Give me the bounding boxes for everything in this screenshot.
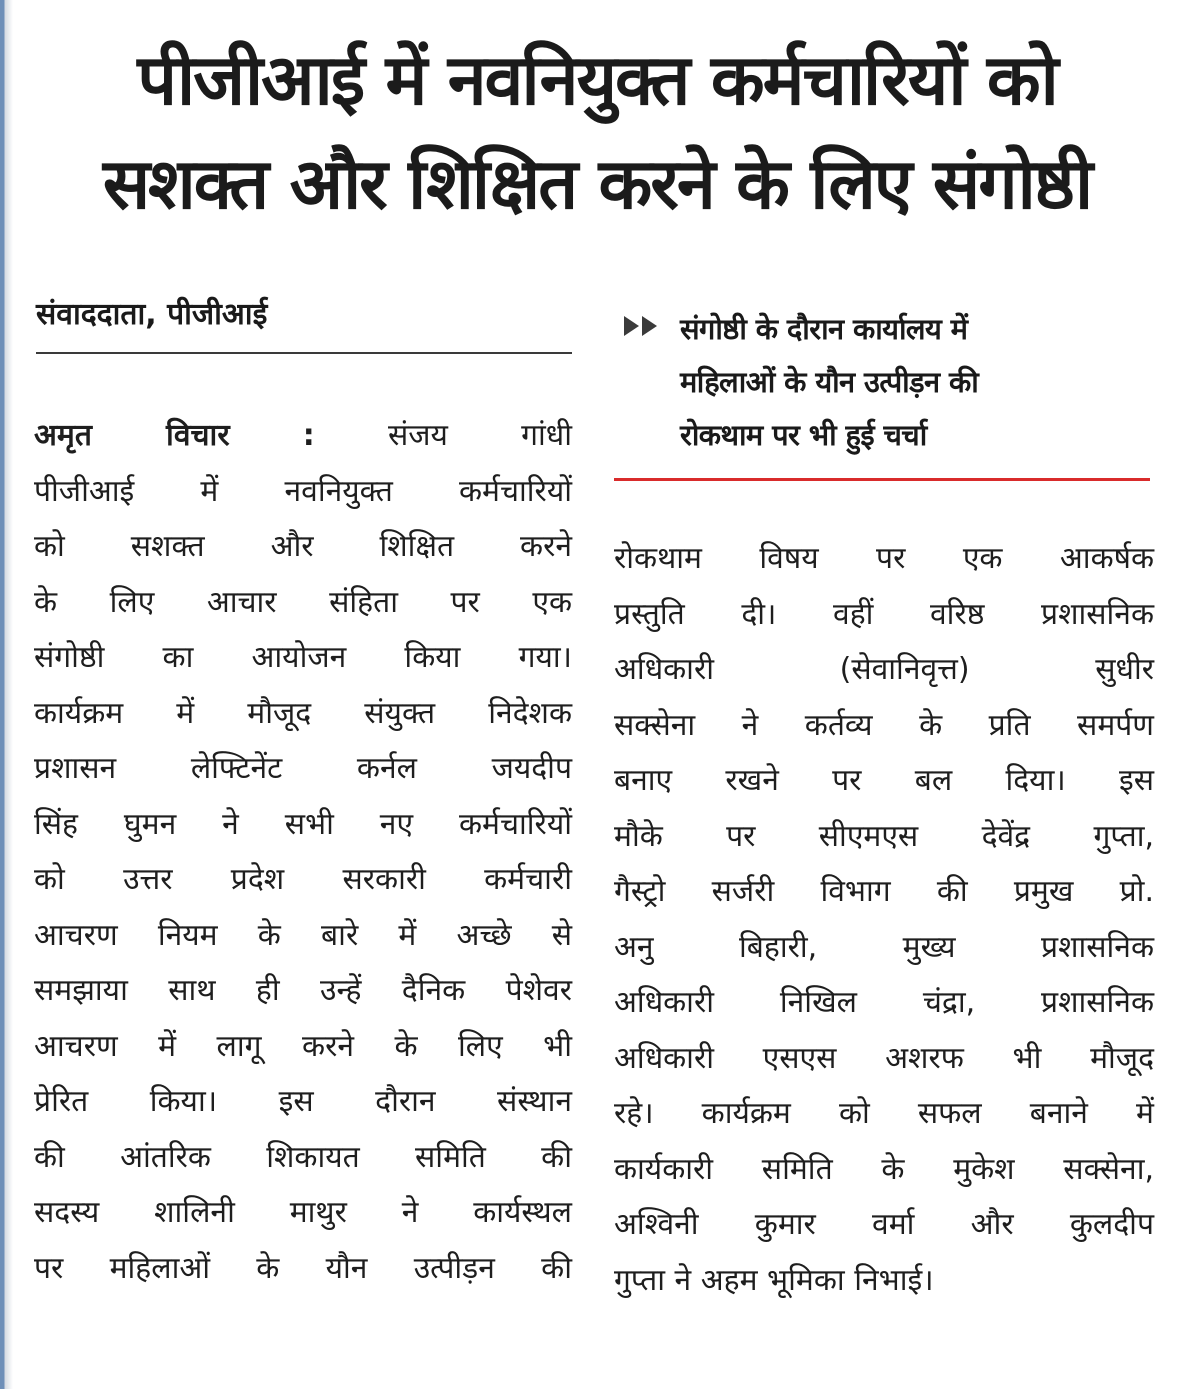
page-edge-shadow xyxy=(0,0,14,1389)
article-line: कार्यक्रम में मौजूद संयुक्त निदेशक xyxy=(34,695,572,731)
highlight-line: महिलाओं के यौन उत्पीड़न की xyxy=(680,365,979,399)
article-line: बनाए रखने पर बल दिया। इस xyxy=(614,763,1154,798)
byline-divider xyxy=(36,352,572,354)
article-line: अधिकारी निखिल चंद्रा, प्रशासनिक xyxy=(614,985,1154,1020)
dateline-separator: : xyxy=(302,418,315,453)
article-line: सिंह घुमन ने सभी नए कर्मचारियों xyxy=(34,806,572,842)
highlight-divider xyxy=(614,478,1150,481)
highlight-text xyxy=(680,303,1160,462)
article-column-left xyxy=(34,408,572,1296)
article-line: आचरण में लागू करने के लिए भी xyxy=(34,1028,572,1064)
article-line: संगोष्ठी का आयोजन किया गया। xyxy=(34,640,572,675)
article-line: पर महिलाओं के यौन उत्पीड़न की xyxy=(34,1250,572,1286)
article-line: पीजीआई में नवनियुक्त कर्मचारियों xyxy=(34,473,572,509)
headline-line: पीजीआई में नवनियुक्त कर्मचारियों को xyxy=(137,39,1057,121)
article-line: सक्सेना ने कर्तव्य के प्रति समर्पण xyxy=(614,707,1154,743)
article-line: अनु बिहारी, मुख्य प्रशासनिक xyxy=(614,929,1154,965)
highlight-line: रोकथाम पर भी हुई चर्चा xyxy=(680,418,927,452)
article-line: गुप्ता ने अहम भूमिका निभाई। xyxy=(614,1262,934,1298)
headline xyxy=(22,28,1172,236)
article-line: प्रशासन लेफ्टिनेंट कर्नल जयदीप xyxy=(34,751,572,786)
headline-line: सशक्त और शिक्षित करने के लिए संगोष्ठी xyxy=(102,143,1092,225)
article-line: रोकथाम विषय पर एक आकर्षक xyxy=(614,541,1154,576)
article-column-right xyxy=(614,531,1154,1308)
article-line: के लिए आचार संहिता पर एक xyxy=(34,584,572,620)
article-line: प्रस्तुति दी। वहीं वरिष्ठ प्रशासनिक xyxy=(614,596,1154,632)
dateline: अमृत विचार xyxy=(34,418,230,453)
article-line: की आंतरिक शिकायत समिति की xyxy=(34,1139,572,1175)
double-arrow-icon xyxy=(622,313,662,339)
article-line: को उत्तर प्रदेश सरकारी कर्मचारी xyxy=(34,862,572,897)
article-first-line xyxy=(34,408,572,464)
article-line: अधिकारी (सेवानिवृत्त) सुधीर xyxy=(614,652,1154,687)
article-line: सदस्य शालिनी माथुर ने कार्यस्थल xyxy=(34,1195,572,1230)
article-line: प्रेरित किया। इस दौरान संस्थान xyxy=(34,1084,572,1119)
byline: संवाददाता, पीजीआई xyxy=(36,297,268,332)
article-line: अधिकारी एसएस अशरफ भी मौजूद xyxy=(614,1040,1154,1076)
article-line: गैस्ट्रो सर्जरी विभाग की प्रमुख प्रो. xyxy=(614,874,1154,909)
article-line: अश्विनी कुमार वर्मा और कुलदीप xyxy=(614,1207,1154,1242)
article-line: कार्यकारी समिति के मुकेश सक्सेना, xyxy=(614,1151,1154,1187)
first-line-text: संजय गांधी xyxy=(387,418,572,453)
article-line: रहे। कार्यक्रम को सफल बनाने में xyxy=(614,1096,1154,1131)
article-line: मौके पर सीएमएस देवेंद्र गुप्ता, xyxy=(614,818,1154,854)
article-line: समझाया साथ ही उन्हें दैनिक पेशेवर xyxy=(34,973,572,1008)
article-line: आचरण नियम के बारे में अच्छे से xyxy=(34,917,572,953)
highlight-line: संगोष्ठी के दौरान कार्यालय में xyxy=(680,312,968,346)
article-line: को सशक्त और शिक्षित करने xyxy=(34,529,572,564)
